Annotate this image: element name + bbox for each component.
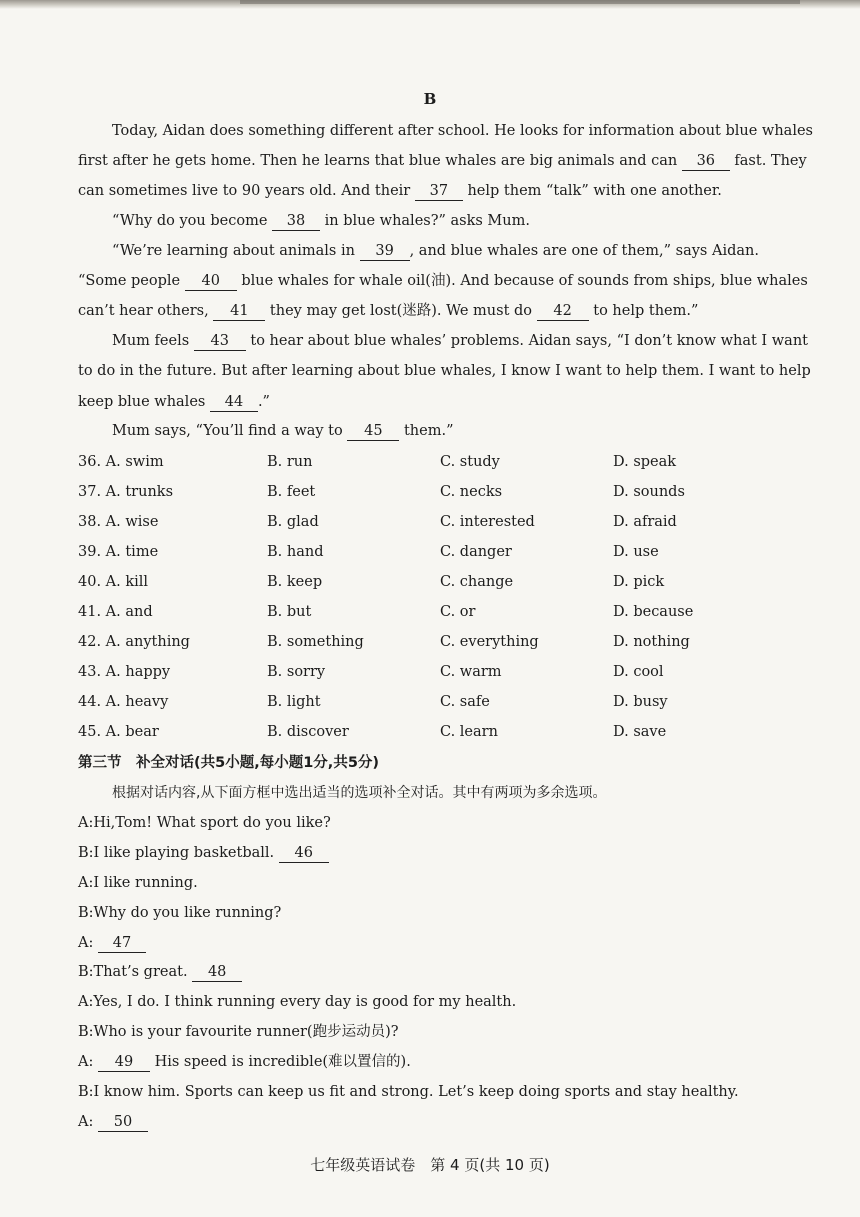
dialogue-line: A: 47 xyxy=(78,933,778,953)
passage-line: Mum says, “You’ll find a way to 45 them.” xyxy=(112,423,454,439)
option-c[interactable]: C. warm xyxy=(440,664,502,680)
passage-line: can sometimes live to 90 years old. And their 37 help them “talk” with one another. xyxy=(78,183,722,199)
dialogue-line: B:I like playing basketball. 46 xyxy=(78,843,778,863)
option-d[interactable]: D. save xyxy=(613,724,667,740)
blank-37[interactable]: 37 xyxy=(415,182,463,201)
option-a[interactable]: 38. A. wise xyxy=(78,514,159,530)
option-a[interactable]: 44. A. heavy xyxy=(78,694,169,710)
option-b[interactable]: B. feet xyxy=(267,484,316,500)
passage-line: to do in the future. But after learning about blue whales, I know I want to help them. I want to help xyxy=(78,363,811,379)
dialogue-line: B:That’s great. 48 xyxy=(78,962,778,982)
option-d[interactable]: D. afraid xyxy=(613,514,677,530)
blank-46[interactable]: 46 xyxy=(279,844,329,863)
option-b[interactable]: B. but xyxy=(267,604,312,620)
blank-45[interactable]: 45 xyxy=(347,422,399,441)
dialogue-line: A: 50 xyxy=(78,1112,778,1132)
option-a[interactable]: 37. A. trunks xyxy=(78,484,174,500)
option-c[interactable]: C. necks xyxy=(440,484,503,500)
option-b[interactable]: B. something xyxy=(267,634,364,650)
option-d[interactable]: D. cool xyxy=(613,664,664,680)
option-b[interactable]: B. light xyxy=(267,694,321,710)
passage-line: first after he gets home. Then he learns that blue whales are big animals and can 36 fast. They xyxy=(78,153,807,169)
page-footer: 七年级英语试卷 第 4 页(共 10 页) xyxy=(310,1156,550,1174)
blank-43[interactable]: 43 xyxy=(194,332,246,351)
passage-line: “We’re learning about animals in 39 , and blue whales are one of them,” says Aidan. xyxy=(112,243,759,259)
option-a[interactable]: 40. A. kill xyxy=(78,574,149,590)
blank-49[interactable]: 49 xyxy=(98,1053,150,1072)
option-c[interactable]: C. or xyxy=(440,604,476,620)
passage-line: Today, Aidan does something different after school. He looks for information about blue whales xyxy=(112,123,813,139)
passage-line: “Why do you become 38 in blue whales?” asks Mum. xyxy=(112,213,530,229)
option-c[interactable]: C. learn xyxy=(440,724,498,740)
dialogue-line: B:Why do you like running? xyxy=(78,905,282,921)
passage-line: “Some people 40 blue whales for whale oil(油). And because of sounds from ships, blue whales xyxy=(78,273,808,289)
blank-40[interactable]: 40 xyxy=(185,272,237,291)
option-c[interactable]: C. safe xyxy=(440,694,490,710)
option-a[interactable]: 41. A. and xyxy=(78,604,153,620)
dialogue-line: A:I like running. xyxy=(78,875,198,891)
option-b[interactable]: B. sorry xyxy=(267,664,326,680)
option-d[interactable]: D. use xyxy=(613,544,659,560)
option-c[interactable]: C. interested xyxy=(440,514,535,530)
option-c[interactable]: C. everything xyxy=(440,634,539,650)
option-d[interactable]: D. because xyxy=(613,604,694,620)
blank-50[interactable]: 50 xyxy=(98,1113,148,1132)
blank-42[interactable]: 42 xyxy=(537,302,589,321)
passage-line: can’t hear others, 41 they may get lost(迷路). We must do 42 to help them.” xyxy=(78,303,699,319)
option-a[interactable]: 36. A. swim xyxy=(78,454,164,470)
passage-line: keep blue whales 44 .” xyxy=(78,394,270,410)
option-a[interactable]: 45. A. bear xyxy=(78,724,159,740)
dialogue-line: A:Yes, I do. I think running every day is good for my health. xyxy=(78,994,517,1010)
section-instruction: 根据对话内容,从下面方框中选出适当的选项补全对话。其中有两项为多余选项。 xyxy=(112,785,607,801)
blank-36[interactable]: 36 xyxy=(682,152,730,171)
option-a[interactable]: 39. A. time xyxy=(78,544,159,560)
option-c[interactable]: C. study xyxy=(440,454,500,470)
option-b[interactable]: B. run xyxy=(267,454,313,470)
option-b[interactable]: B. hand xyxy=(267,544,324,560)
option-d[interactable]: D. busy xyxy=(613,694,668,710)
blank-47[interactable]: 47 xyxy=(98,934,146,953)
option-b[interactable]: B. discover xyxy=(267,724,349,740)
option-d[interactable]: D. speak xyxy=(613,454,677,470)
blank-41[interactable]: 41 xyxy=(213,302,265,321)
dialogue-line: B:I know him. Sports can keep us fit and strong. Let’s keep doing sports and stay healthy. xyxy=(78,1084,739,1100)
option-d[interactable]: D. pick xyxy=(613,574,665,590)
option-a[interactable]: 43. A. happy xyxy=(78,664,171,680)
option-b[interactable]: B. keep xyxy=(267,574,323,590)
dialogue-line: A: 49 His speed is incredible(难以置信的). xyxy=(78,1054,411,1070)
section-heading: 第三节 补全对话(共5小题,每小题1分,共5分) xyxy=(78,755,380,771)
passage-line: Mum feels 43 to hear about blue whales’ problems. Aidan says, “I don’t know what I want xyxy=(112,333,808,349)
blank-38[interactable]: 38 xyxy=(272,212,320,231)
option-c[interactable]: C. change xyxy=(440,574,514,590)
option-d[interactable]: D. sounds xyxy=(613,484,685,500)
blank-44[interactable]: 44 xyxy=(210,393,258,412)
option-a[interactable]: 42. A. anything xyxy=(78,634,190,650)
dialogue-line: A:Hi,Tom! What sport do you like? xyxy=(78,815,331,831)
section-title: B xyxy=(423,90,437,108)
dialogue-line: B:Who is your favourite runner(跑步运动员)? xyxy=(78,1024,399,1040)
option-d[interactable]: D. nothing xyxy=(613,634,690,650)
option-b[interactable]: B. glad xyxy=(267,514,319,530)
blank-48[interactable]: 48 xyxy=(192,963,242,982)
option-c[interactable]: C. danger xyxy=(440,544,512,560)
blank-39[interactable]: 39 xyxy=(360,242,410,261)
